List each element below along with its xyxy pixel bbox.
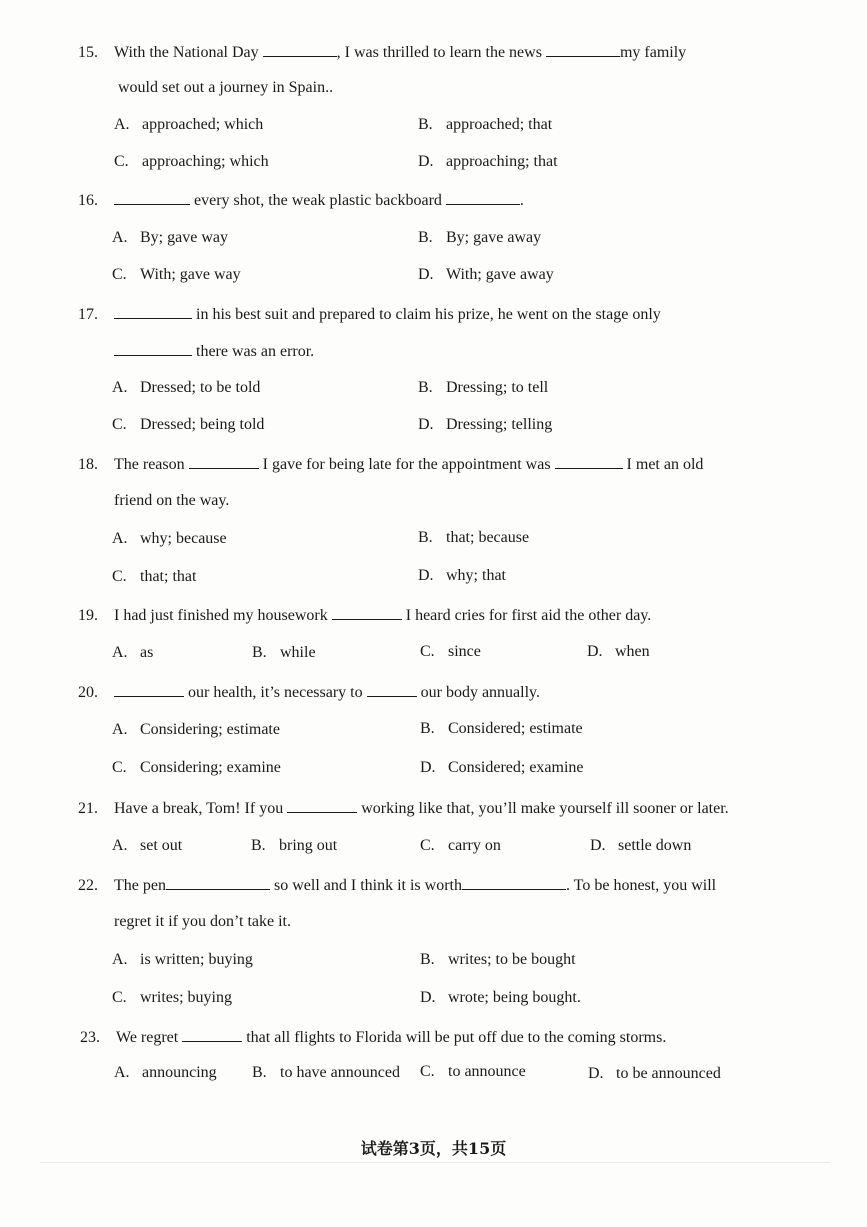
option-a[interactable]: A. Dressed; to be told <box>112 379 261 396</box>
option-b[interactable]: B. writes; to be bought <box>420 951 576 968</box>
option-b[interactable]: B. Dressing; to tell <box>418 379 549 396</box>
question-text: I met an old <box>622 456 704 473</box>
question-15-continued: would set out a journey in Spain.. <box>118 79 334 96</box>
question-18 <box>78 454 778 474</box>
question-17-continued: there was an error. <box>114 341 314 361</box>
answer-blank[interactable] <box>555 454 623 469</box>
question-text: that all flights to Florida will be put off due to the coming storms. <box>242 1029 667 1046</box>
option-d[interactable]: D. approaching; that <box>418 153 558 170</box>
option-b[interactable]: B. By; gave away <box>418 229 542 246</box>
question-number: 19. <box>78 607 98 624</box>
question-text: my family <box>619 44 687 61</box>
answer-blank[interactable] <box>367 682 417 697</box>
question-text: working like that, you’ll make yourself ill sooner or later. <box>357 800 729 817</box>
answer-blank[interactable] <box>189 454 259 469</box>
answer-blank[interactable] <box>166 875 270 890</box>
option-d[interactable]: D. With; gave away <box>418 266 554 283</box>
question-text: The pen <box>114 877 166 894</box>
option-d[interactable]: D. when <box>587 643 650 660</box>
answer-blank[interactable] <box>546 42 620 57</box>
question-text: our health, it’s necessary to <box>184 684 367 701</box>
question-number: 17. <box>78 306 98 323</box>
answer-blank[interactable] <box>332 605 402 620</box>
answer-blank[interactable] <box>263 42 337 57</box>
option-c[interactable]: C. Dressed; being told <box>112 416 265 433</box>
question-text: . To be honest, you will <box>565 877 717 894</box>
answer-blank[interactable] <box>182 1027 242 1042</box>
option-a[interactable]: A. By; gave way <box>112 229 228 246</box>
answer-blank[interactable] <box>114 304 192 319</box>
option-a[interactable]: A. as <box>112 644 154 661</box>
option-d[interactable]: D. Considered; examine <box>420 759 584 776</box>
option-c[interactable]: C. since <box>420 643 481 660</box>
question-23 <box>80 1027 780 1047</box>
question-number: 21. <box>78 800 98 817</box>
page-footer: 试卷第3页，共15页 <box>360 1139 507 1158</box>
option-a[interactable]: A. set out <box>112 837 183 854</box>
option-c[interactable]: C. to announce <box>420 1063 526 1080</box>
question-text: With the National Day <box>114 44 263 61</box>
answer-blank[interactable] <box>114 682 184 697</box>
question-number: 23. <box>80 1029 100 1046</box>
question-text: I had just finished my housework <box>114 607 332 624</box>
question-text: . <box>519 192 524 209</box>
option-d[interactable]: D. why; that <box>418 567 506 584</box>
bottom-divider <box>40 1162 830 1163</box>
option-d[interactable]: D. to be announced <box>588 1065 721 1082</box>
question-number: 22. <box>78 877 98 894</box>
question-text: so well and I think it is worth <box>269 877 462 894</box>
question-text: I gave for being late for the appointment was <box>258 456 555 473</box>
question-21 <box>78 798 778 818</box>
option-d[interactable]: D. settle down <box>590 837 692 854</box>
option-a[interactable]: A. approached; which <box>114 116 264 133</box>
option-c[interactable]: C. Considering; examine <box>112 759 281 776</box>
answer-blank[interactable] <box>446 190 520 205</box>
option-b[interactable]: B. bring out <box>251 837 338 854</box>
option-b[interactable]: B. that; because <box>418 529 530 546</box>
question-text: every shot, the weak plastic backboard <box>190 192 446 209</box>
question-text: We regret <box>116 1029 183 1046</box>
question-22-continued: regret it if you don’t take it. <box>114 913 291 930</box>
option-d[interactable]: D. Dressing; telling <box>418 416 553 433</box>
answer-blank[interactable] <box>114 190 190 205</box>
option-a[interactable]: A. why; because <box>112 530 227 547</box>
question-text: Have a break, Tom! If you <box>114 800 288 817</box>
question-text: , I was thrilled to learn the news <box>336 44 546 61</box>
question-number: 15. <box>78 44 98 61</box>
option-a[interactable]: A. Considering; estimate <box>112 721 280 738</box>
option-b[interactable]: B. approached; that <box>418 116 553 133</box>
question-16 <box>78 190 778 210</box>
question-22 <box>78 875 778 895</box>
question-19 <box>78 605 778 625</box>
question-number: 20. <box>78 684 98 701</box>
answer-blank[interactable] <box>462 875 566 890</box>
option-c[interactable]: C. that; that <box>112 568 197 585</box>
option-c[interactable]: C. approaching; which <box>114 153 269 170</box>
option-c[interactable]: C. carry on <box>420 837 501 854</box>
question-18-continued: friend on the way. <box>114 492 230 509</box>
option-d[interactable]: D. wrote; being bought. <box>420 989 581 1006</box>
answer-blank[interactable] <box>114 341 192 356</box>
answer-blank[interactable] <box>287 798 357 813</box>
question-text: The reason <box>114 456 189 473</box>
question-number: 16. <box>78 192 98 209</box>
option-b[interactable]: B. while <box>252 644 316 661</box>
question-20 <box>78 682 778 702</box>
option-b[interactable]: B. Considered; estimate <box>420 720 583 737</box>
question-text: I heard cries for first aid the other day. <box>401 607 652 624</box>
option-b[interactable]: B. to have announced <box>252 1064 400 1081</box>
question-15 <box>78 42 778 62</box>
option-c[interactable]: C. With; gave way <box>112 266 241 283</box>
question-number: 18. <box>78 456 98 473</box>
option-a[interactable]: A. announcing <box>114 1064 217 1081</box>
question-text: in his best suit and prepared to claim his prize, he went on the stage only <box>192 306 661 323</box>
question-17 <box>78 304 778 324</box>
question-text: our body annually. <box>416 684 541 701</box>
option-c[interactable]: C. writes; buying <box>112 989 232 1006</box>
option-a[interactable]: A. is written; buying <box>112 951 253 968</box>
